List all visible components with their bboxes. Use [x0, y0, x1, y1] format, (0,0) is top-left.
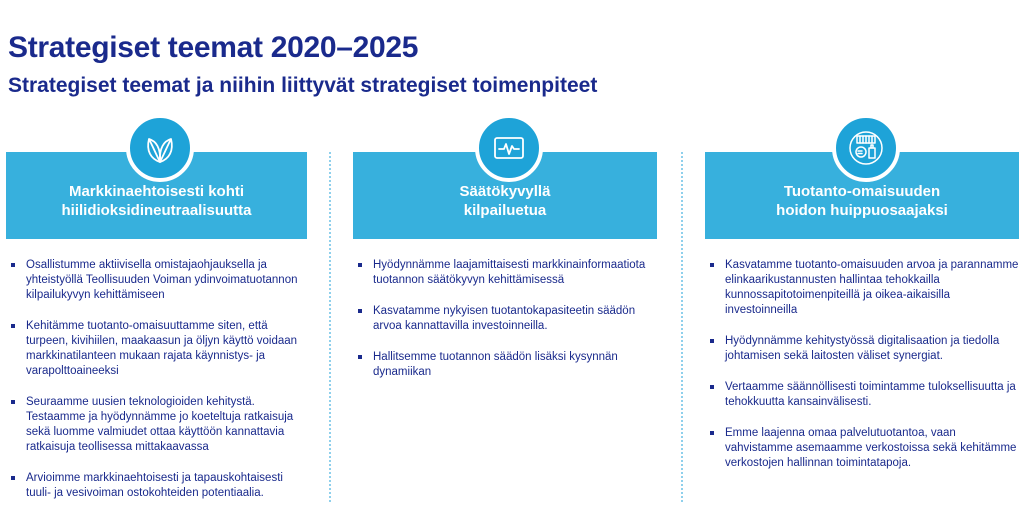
list-item: Kehitämme tuotanto-omaisuuttamme siten, että turpeen, kivihiilen, maakaasun ja öljyn käyttö voidaan markkinatilanteen mukaan rajata käynnistys- ja varapolttoaineeksi [6, 319, 307, 379]
column-divider [681, 152, 683, 502]
list-item: Emme laajenna omaa palvelutuotantoa, vaan vahvistamme asemaamme verkostoissa sekä kehitämme verkostojen hallinnan toimintatapoja. [705, 426, 1019, 471]
theme-column-asset-management [705, 0, 1019, 512]
bullet-list [6, 258, 307, 517]
list-item: Hallitsemme tuotannon säädön lisäksi kysynnän dynamiikan [353, 350, 657, 380]
power-plant-euro-icon [832, 114, 900, 182]
theme-header-line2: kilpailuetua [463, 201, 547, 219]
list-item: Seuraamme uusien teknologioiden kehitystä. Testaamme ja hyödynnämme jo koeteltuja ratkaisuja sekä luomme valmiudet ottaa käyttöön kannattavia ratkaisuja teollisessa mittakaavassa [6, 395, 307, 455]
bullet-list [705, 258, 1019, 487]
page-subtitle: Strategiset teemat ja niihin liittyvät strategiset toimenpiteet [8, 74, 598, 97]
leaves-icon [126, 114, 194, 182]
theme-column-carbon-neutral [6, 0, 307, 512]
monitor-pulse-icon [475, 114, 543, 182]
theme-header-line2: hiilidioksidineutraalisuutta [61, 201, 252, 219]
theme-header-line1: Markkinaehtoisesti kohti [68, 182, 245, 200]
theme-column-regulation [353, 0, 657, 512]
list-item: Vertaamme säännöllisesti toimintamme tuloksellisuutta ja tehokkuutta kansainvälisesti. [705, 380, 1019, 410]
list-item: Kasvatamme tuotanto-omaisuuden arvoa ja parannamme elinkaarikustannusten hallintaa tehokkailla kunnossapitotoimenpiteillä ja oikea-aikaisilla investoinneilla [705, 258, 1019, 318]
list-item: Arvioimme markkinaehtoisesti ja tapauskohtaisesti tuuli- ja vesivoiman ostokohteiden potentiaalia. [6, 471, 307, 501]
theme-header-line1: Säätökyvyllä [459, 182, 551, 200]
page-title: Strategiset teemat 2020–2025 [8, 31, 419, 64]
list-item: Hyödynnämme kehitystyössä digitalisaation ja tiedolla johtamisen sekä laitosten väliset synergiat. [705, 334, 1019, 364]
list-item: Osallistumme aktiivisella omistajaohjauksella ja yhteistyöllä Teollisuuden Voiman ydinvoimatuotannon kilpailukyvyn kehittämiseen [6, 258, 307, 303]
theme-header-line2: hoidon huippuosaajaksi [776, 201, 948, 219]
list-item: Hyödynnämme laajamittaisesti markkinainformaatiota tuotannon säätökyvyn kehittämisessä [353, 258, 657, 288]
list-item: Kasvatamme nykyisen tuotantokapasiteetin säädön arvoa kannattavilla investoinneilla. [353, 304, 657, 334]
column-divider [329, 152, 331, 502]
theme-header-line1: Tuotanto-omaisuuden [783, 182, 941, 200]
bullet-list [353, 258, 657, 396]
